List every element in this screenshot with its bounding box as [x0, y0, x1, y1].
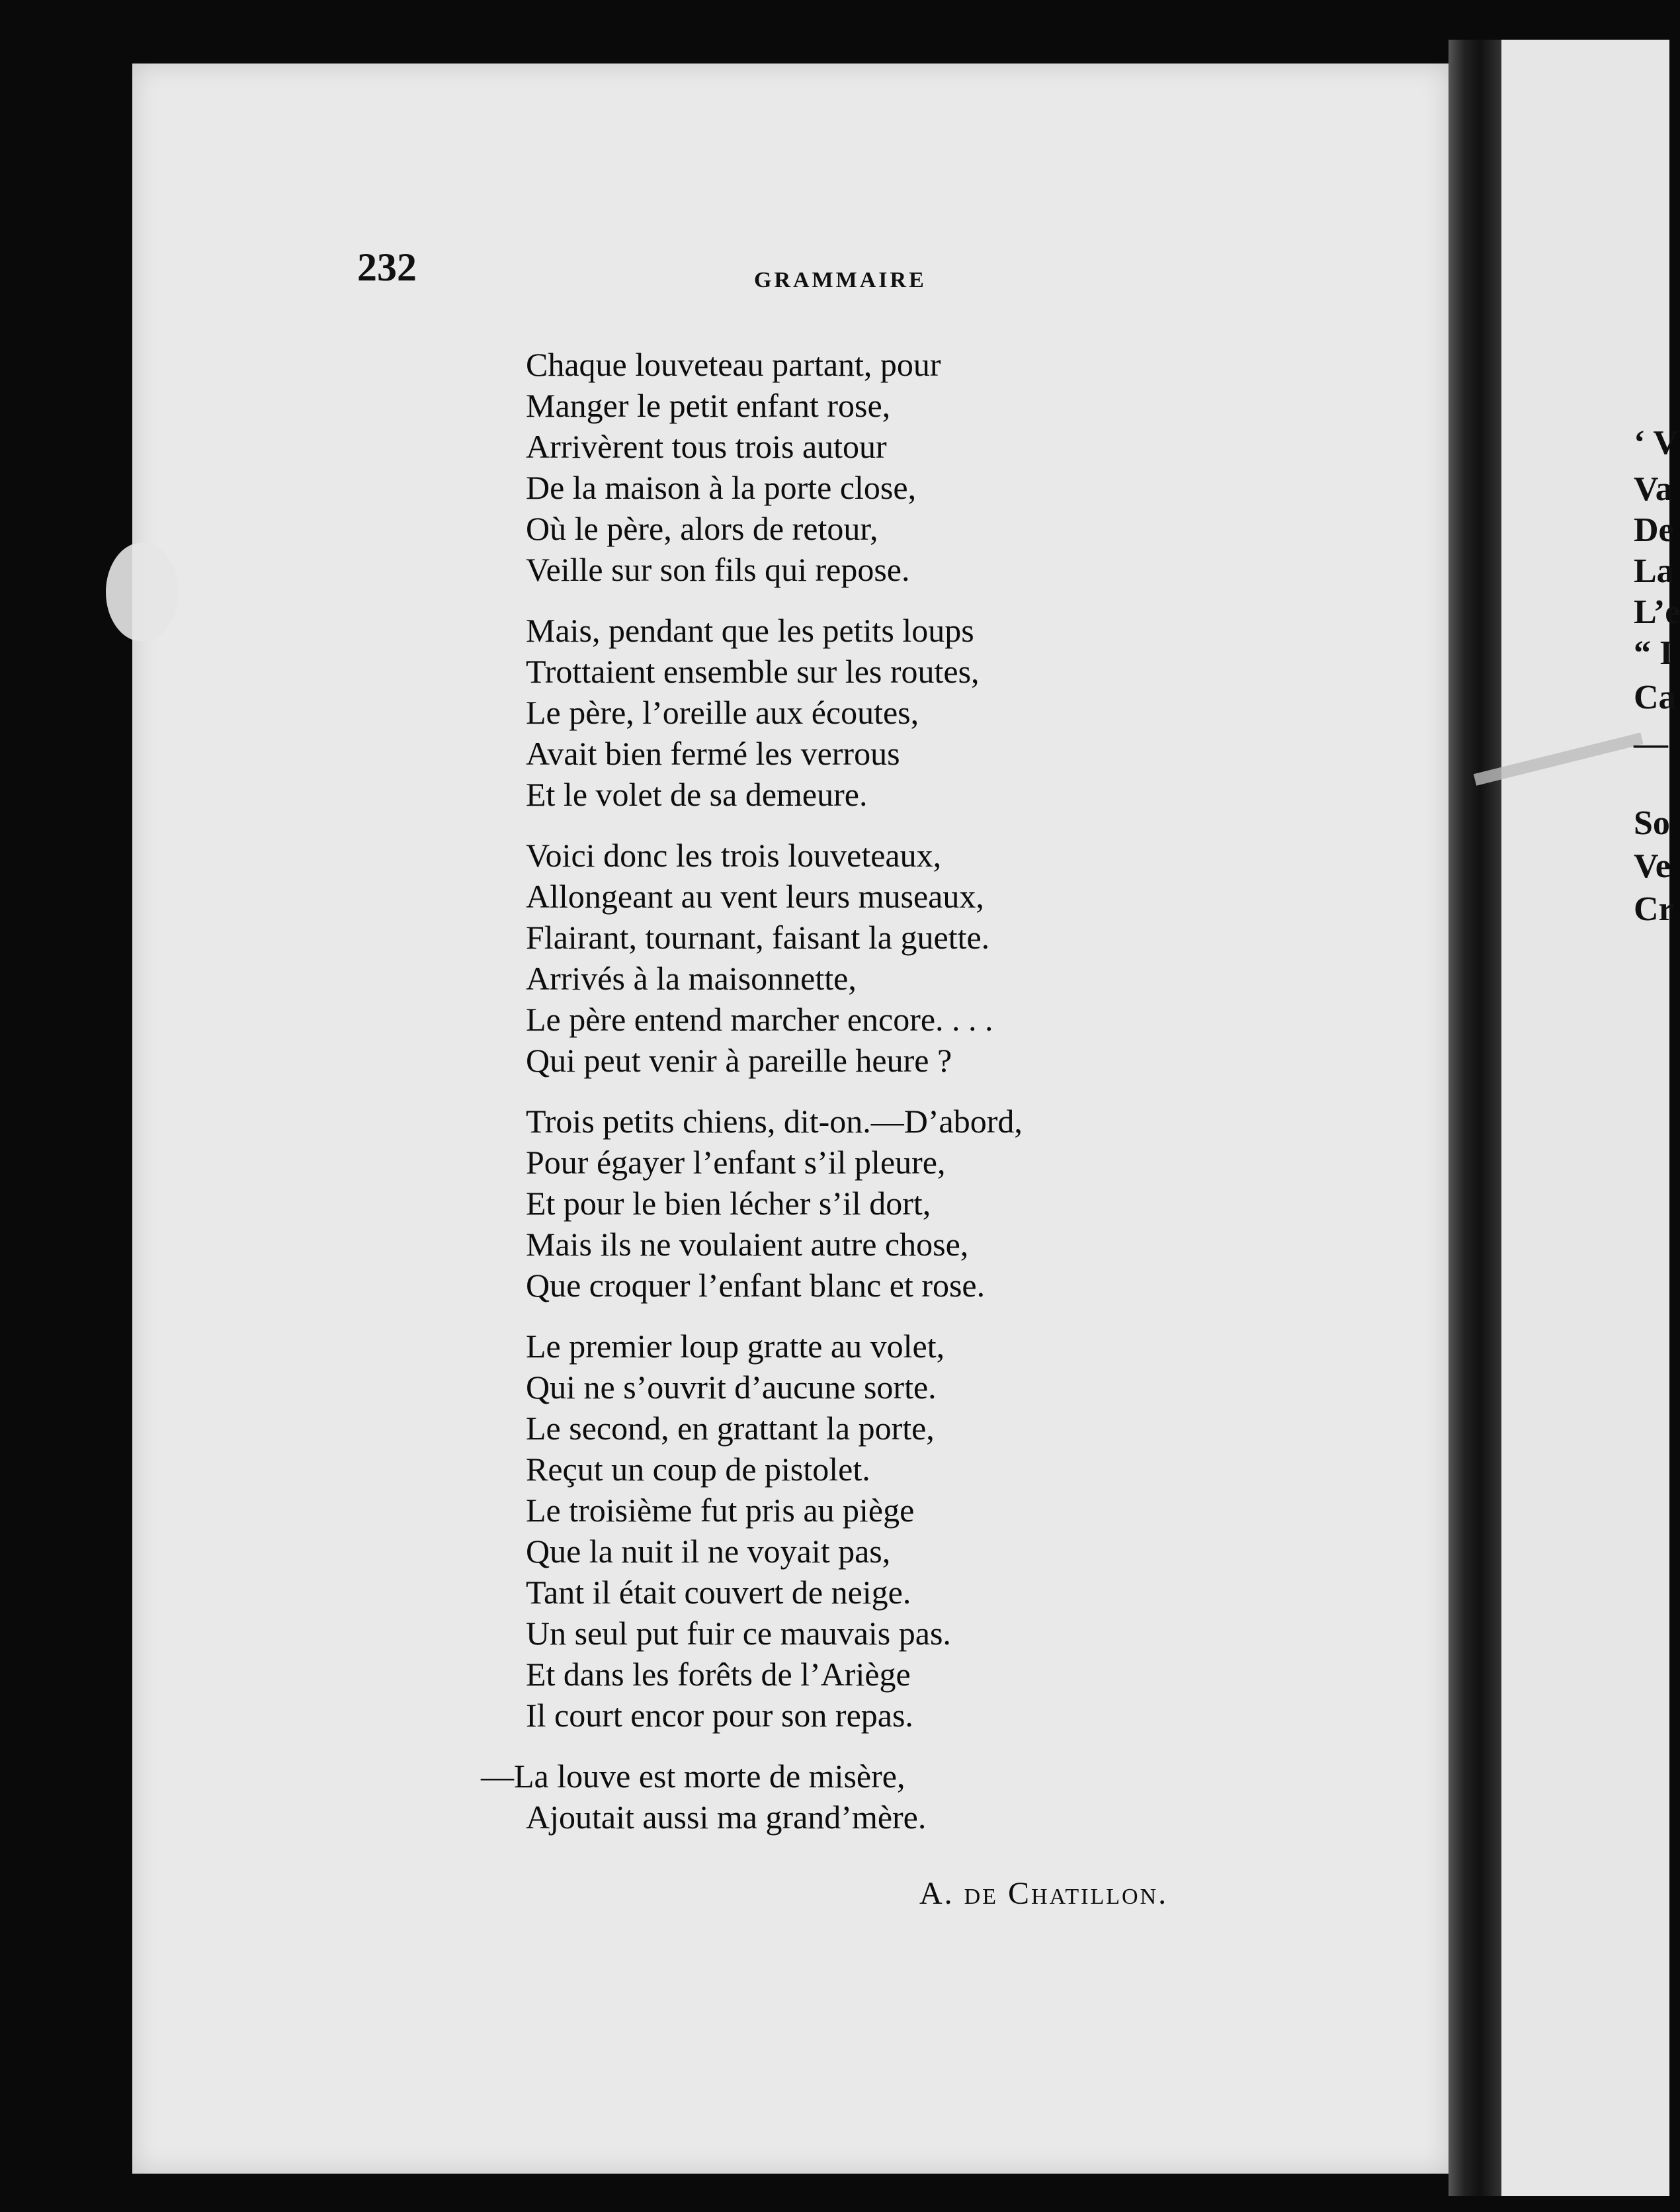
right-page-fragment: De	[1634, 511, 1674, 549]
right-page-fragment: Cr	[1634, 890, 1674, 928]
poem-line: Trois petits chiens, dit-on.—D’abord,	[526, 1103, 1023, 1140]
right-page-fragment: Va	[1634, 470, 1673, 508]
poem-line: Le père entend marcher encore. . . .	[526, 1001, 993, 1038]
poem-line: Il court encor pour son repas.	[526, 1697, 913, 1734]
poem-line: Manger le petit enfant rose,	[526, 387, 891, 424]
poem-line: Chaque louveteau partant, pour	[526, 346, 941, 383]
poem-line: Ajoutait aussi ma grand’mère.	[526, 1799, 927, 1836]
right-page-fragment: L’e	[1634, 593, 1680, 631]
poem-line: Et dans les forêts de l’Ariège	[526, 1656, 911, 1693]
stanza	[526, 344, 1253, 590]
poem-line: Avait bien fermé les verrous	[526, 735, 900, 772]
page-number: 232	[357, 245, 417, 289]
right-page	[1501, 40, 1669, 2196]
closing-stanza	[481, 1756, 1253, 1838]
right-page-fragment: Ve	[1634, 847, 1671, 885]
poem-line: Que croquer l’enfant blanc et rose.	[526, 1267, 986, 1304]
poem-line: Le père, l’oreille aux écoutes,	[526, 694, 919, 731]
poem-line: Où le père, alors de retour,	[526, 510, 878, 547]
poem-line: De la maison à la porte close,	[526, 469, 917, 506]
poem-line: Veille sur son fils qui repose.	[526, 551, 910, 588]
poem-line: Allongeant au vent leurs museaux,	[526, 878, 984, 915]
poem-line: Le second, en grattant la porte,	[526, 1410, 935, 1447]
poem-line: Un seul put fuir ce mauvais pas.	[526, 1615, 951, 1652]
author-attribution	[919, 1875, 1168, 1912]
poem-line: Reçut un coup de pistolet.	[526, 1451, 870, 1488]
author-surname: Chatillon.	[1008, 1876, 1169, 1911]
poem-line: Flairant, tournant, faisant la guette.	[526, 919, 990, 956]
poem-line: Le troisième fut pris au piège	[526, 1492, 915, 1529]
right-page-fragment: “ I	[1634, 634, 1673, 672]
right-page-fragment: —	[1634, 725, 1668, 763]
book-gutter	[1449, 40, 1501, 2196]
poem-line: Tant il était couvert de neige.	[526, 1574, 911, 1611]
poem-line: Pour égayer l’enfant s’il pleure,	[526, 1144, 946, 1181]
author-particle: de	[964, 1876, 998, 1911]
stanza	[526, 835, 1253, 1081]
stanza	[526, 1326, 1253, 1736]
right-page-fragment: So	[1634, 804, 1670, 842]
running-head: GRAMMAIRE	[754, 268, 927, 292]
poem-line: —La louve est morte de misère,	[481, 1758, 905, 1795]
stanza	[526, 610, 1253, 815]
poem-line: Trottaient ensemble sur les routes,	[526, 653, 980, 690]
poem-line: Arrivèrent tous trois autour	[526, 428, 887, 465]
poem-line: Arrivés à la maisonnette,	[526, 960, 857, 997]
stanza	[526, 1101, 1253, 1306]
poem-line: Et pour le bien lécher s’il dort,	[526, 1185, 931, 1222]
poem-line: Mais, pendant que les petits loups	[526, 612, 974, 649]
poem-line: Et le volet de sa demeure.	[526, 776, 868, 813]
poem-line: Voici donc les trois louveteaux,	[526, 837, 942, 874]
right-page-fragment: ‘ V	[1634, 424, 1678, 462]
poem-body	[481, 344, 1253, 1857]
poem-line: Qui ne s’ouvrit d’aucune sorte.	[526, 1369, 937, 1406]
poem-line: Que la nuit il ne voyait pas,	[526, 1533, 891, 1570]
right-page-fragment: Ca	[1634, 679, 1676, 716]
poem-line: Mais ils ne voulaient autre chose,	[526, 1226, 969, 1263]
paper-blemish	[106, 542, 179, 642]
poem-line: Le premier loup gratte au volet,	[526, 1328, 945, 1365]
right-page-fragment: La	[1634, 552, 1674, 590]
poem-line: Qui peut venir à pareille heure ?	[526, 1042, 952, 1079]
author-initial: A.	[919, 1876, 954, 1911]
